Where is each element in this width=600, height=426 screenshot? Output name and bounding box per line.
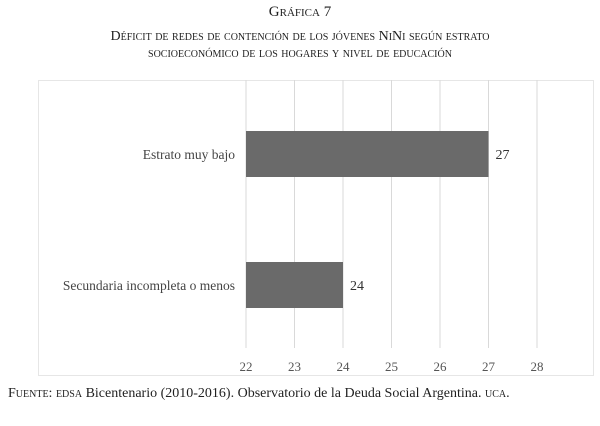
source-text: Bicentenario (2010-2016). Observatorio de la Deuda Social Argentina. [85, 386, 482, 401]
chart-title-line-2: socioeconómico de los hogares y nivel de educación [148, 46, 452, 61]
x-tick-label: 26 [433, 359, 447, 374]
x-tick-label: 25 [385, 359, 398, 374]
bar-2 [246, 262, 343, 308]
x-tick-label: 28 [530, 359, 544, 374]
source-org: edsa [55, 386, 83, 401]
data-label: 24 [350, 279, 364, 294]
bar-1 [246, 131, 489, 177]
labels [63, 147, 544, 374]
chart-title-line-1: Déficit de redes de contención de los jóvenes NiNi según estrato [110, 29, 490, 44]
chart-source [8, 384, 592, 403]
chart-label: Gráfica 7 [268, 4, 332, 20]
source-org-2: uca. [484, 386, 510, 401]
x-tick-label: 23 [288, 359, 301, 374]
x-tick-label: 22 [239, 359, 253, 374]
x-tick-label: 24 [336, 359, 350, 374]
data-label: 27 [495, 148, 510, 163]
bars [246, 131, 489, 308]
category-label: Secundaria incompleta o menos [62, 278, 235, 293]
x-tick-label: 27 [482, 359, 495, 374]
source-label: Fuente: [8, 386, 53, 401]
category-label: Estrato muy bajo [142, 147, 235, 162]
